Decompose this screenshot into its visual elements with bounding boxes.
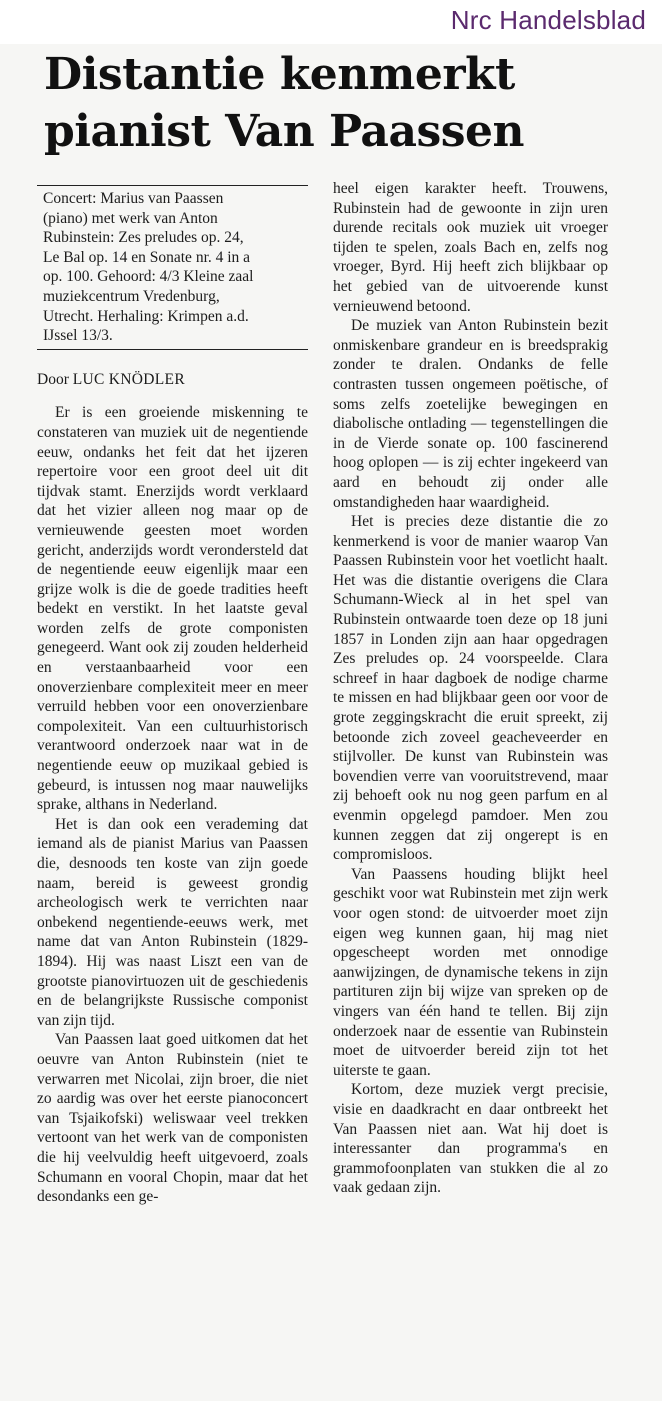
article-column-left — [37, 185, 308, 1207]
article-paragraph: Van Paassen laat goed uitkomen dat het oeuvre van Anton Rubinstein (niet te verwarren met Nicolai, zijn broer, die niet zo aardig was over het eerste pianoconcert van Tsjaikofski) weliswaar veel trekken vertoont van het werk van de componisten die hij veelvuldig heeft uitgevoerd, zoals Schumann en vooral Chopin, maar dat het desondanks een ge- — [37, 1031, 308, 1206]
article-paragraph: Het is precies deze distantie die zo kenmerkend is voor de manier waarop Van Paassen Rubinstein voor het voetlicht haalt. Het was die distantie overigens die Clara Schumann-Wieck al in het spel van Rubinstein ontwaarde toen deze op 18 juni 1857 in Londen zijn aan haar opgedragen Zes preludes op. 24 voorspeelde. Clara schreef in haar dagboek de nodige charme te missen en had blijkbaar geen oor voor de grote zeggingskracht die eruit spreekt, zij betoonde zich zoveel geacheveerder en stijlvoller. De kunst van Rubinstein was bovendien verre van vooruitstrevend, maar zij behoeft ook nu nog geen parfum en al evenmin opgelegd pamdoer. Men zou kunnen zeggen dat zij ongerept is en compromisloos. — [333, 513, 608, 864]
concert-infobox — [37, 186, 308, 349]
infobox-line: Concert: Marius van Paassen — [43, 190, 224, 207]
byline-prefix: Door — [37, 370, 69, 388]
byline-author: LUC KNÖDLER — [72, 370, 185, 388]
infobox-line: Utrecht. Herhaling: Krimpen a.d. — [43, 307, 249, 325]
article-paragraph: Van Paassens houding blijkt heel geschikt voor wat Rubinstein met zijn werk voor ogen stond: de uitvoerder moet zijn eigen weg kunnen gaan, hij mag niet opgescheept worden met onnodige aanwijzingen, de dynamische tekens in zijn partituren zijn bij wijze van spreken op de vingers van één hand te tellen. Bij zijn onderzoek naar de essentie van Rubinstein moet de uitvoerder bereid zijn tot het uiterste te gaan. — [333, 865, 608, 1079]
byline — [37, 370, 308, 390]
infobox-line: Rubinstein: Zes preludes op. 24, — [43, 229, 244, 247]
infobox-line: Le Bal op. 14 en Sonate nr. 4 in a — [43, 248, 251, 266]
infobox-line: IJssel 13/3. — [43, 327, 113, 345]
article-paragraph: Er is een groeiende miskenning te constateren van muziek uit de negentiende eeuw, ondanks het feit dat het ijzeren repertoire voor een groot deel uit dit tijdvak stamt. Enerzijds wordt verklaard dat het vizier alleen nog maar op de vernieuwende geesten moet worden gericht, anderzijds wordt verondersteld dat de negentiende eeuw eigenlijk maar een grijze wolk is die de goede tradities heeft bedekt en verstikt. In het laatste geval worden zelfs de grote componisten genegeerd. Want ook zij zouden helderheid en verstaanbaarheid voor een onoverzienbare complexiteit meer en meer verruild hebben voor een onoverzienbare compolexiteit. Van een cultuurhistorisch verantwoord onderzoek naar wat in de negentiende eeuw op muzikaal gebied is gebeurd, is intussen nog maar nauwelijks sprake, althans in Nederland. — [37, 404, 308, 814]
infobox-bottom-rule — [37, 349, 308, 350]
article-column-right — [333, 179, 608, 1198]
headline-line-1: Distantie kenmerkt — [44, 49, 515, 100]
article-paragraph: Kortom, deze muziek vergt precisie, visie en daadkracht en daar ontbreekt het Van Paassen niet aan. Wat hij doet is interessanter dan programma's en grammofoonplaten van stukken die al zo vaak gedaan zijn. — [333, 1081, 608, 1197]
article-headline — [44, 46, 644, 160]
infobox-line: (piano) met werk van Anton — [43, 209, 218, 227]
article-paragraph: Het is dan ook een verademing dat iemand als de pianist Marius van Paassen die, desnoods ten koste van zijn goede naam, bereid is geweest grondig archeologisch werk te verrichten naar onbekend negentiende-eeuws werk, met name dat van Anton Rubinstein (1829-1894). Hij was naast Liszt een van de grootste pianovirtuozen uit de geschiedenis en de belangrijkste Russische componist van zijn tijd. — [37, 815, 308, 1029]
infobox-line: muziekcentrum Vredenburg, — [43, 287, 220, 305]
article-paragraph: heel eigen karakter heeft. Trouwens, Rubinstein had de gewoonte in zijn uren durende recitals ook muziek uit vroeger tijden te spelen, zoals Bach en, zelfs nog vroeger, Byrd. Hij heeft zich blijkbaar op het gebied van de uitvoerende kunst vernieuwend betoond. — [333, 180, 608, 315]
headline-line-2: pianist Van Paassen — [44, 106, 524, 157]
newspaper-masthead: Nrc Handelsblad — [450, 5, 646, 35]
infobox-line: op. 100. Gehoord: 4/3 Kleine zaal — [43, 268, 254, 286]
article-paragraph: De muziek van Anton Rubinstein bezit onmiskenbare grandeur en is breedsprakig zonder te dralen. Ondanks de felle contrasten tussen ongemeen poëtische, of soms zelfs zoetelijke bewegingen en diabolische ontlading — tegenstellingen die in de Vierde sonate op. 100 fascinerend hoog oplopen — is zij echter ingekeerd van aard en behoudt zij onder alle omstandigheden haar waardigheid. — [333, 317, 608, 511]
